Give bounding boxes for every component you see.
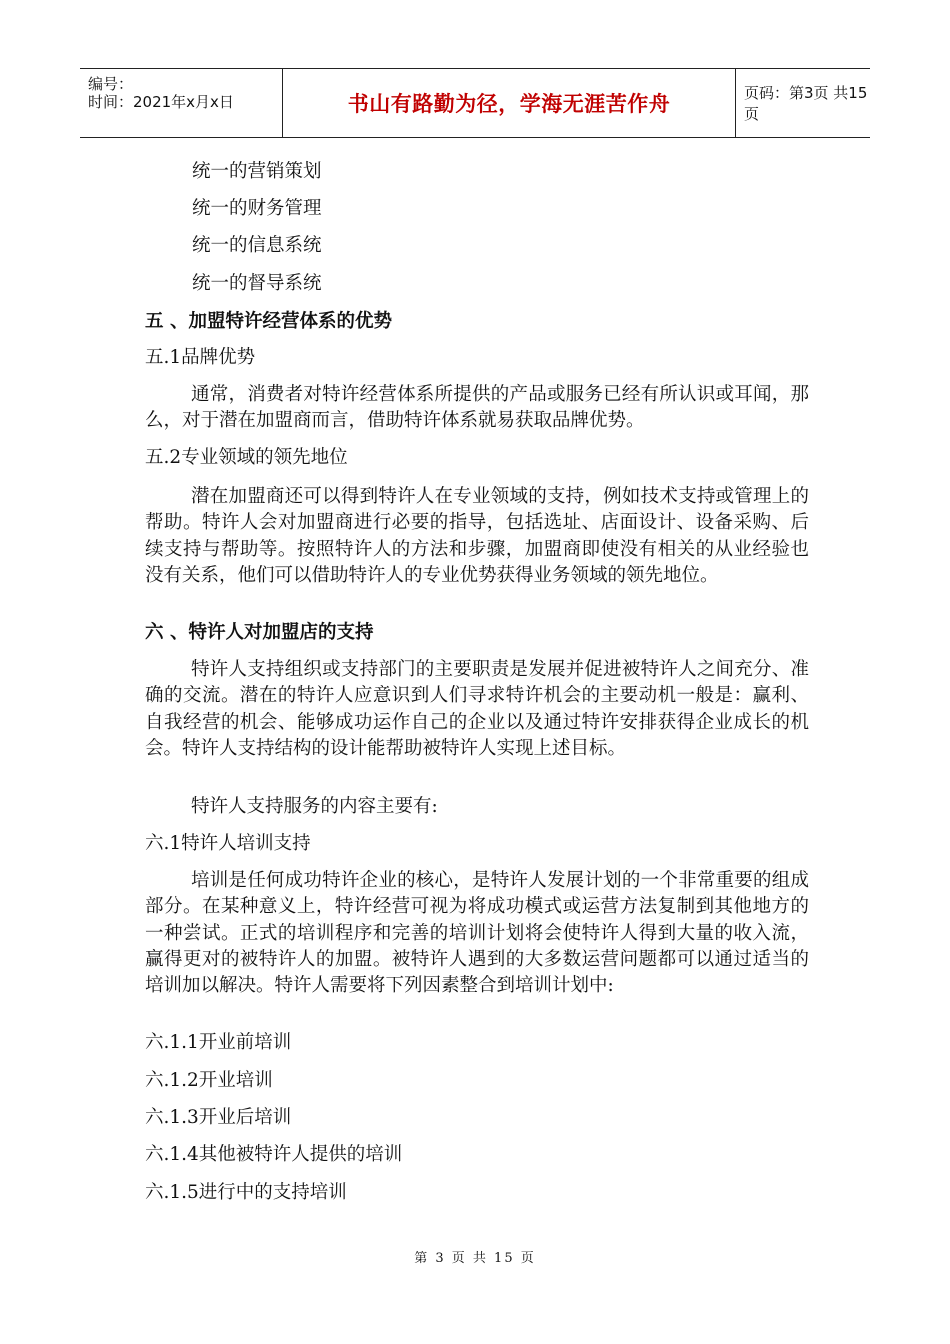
paragraph: 潜在加盟商还可以得到特许人在专业领域的支持，例如技术支持或管理上的帮助。特许人会对加盟商进行必要的指导，包括选址、店面设计、设备采购、后续支持与帮助等。按照特许人的方法和步骤，加盟商即使没有相关的从业经验也没有关系，他们可以借助特许人的专业优势获得业务领域的领先地位。 <box>145 486 809 586</box>
paragraph: 培训是任何成功特许企业的核心，是特许人发展计划的一个非常重要的组成部分。在某种意义上，特许经营可视为将成功模式或运营方法复制到其他地方的一种尝试。正式的培训程序和完善的培训计划将会使特许人得到大量的收入流，赢得更对的被特许人的加盟。被特许人遇到的大多数运营问题都可以通过适当的培训加以解决。特许人需要将下列因素整合到培训计划中: <box>145 870 809 997</box>
sub-item: 六.1.4其他被特许人提供的培训 <box>145 1144 403 1165</box>
header-motto-cell <box>282 69 736 137</box>
page-footer: 第 3 页 共 15 页 <box>414 1251 536 1266</box>
subsection-heading: 五.1品牌优势 <box>145 347 256 368</box>
list-item: 统一的信息系统 <box>192 235 322 256</box>
sub-item: 六.1.2开业培训 <box>145 1070 273 1091</box>
sub-item: 六.1.5进行中的支持培训 <box>145 1182 347 1203</box>
header-page-label: 页码：第3页 共15页 <box>744 84 868 123</box>
paragraph: 通常，消费者对特许经营体系所提供的产品或服务已经有所认识或耳闻，那么，对于潜在加盟商而言，借助特许体系就易获取品牌优势。 <box>145 384 809 432</box>
sub-item: 六.1.1开业前培训 <box>145 1032 292 1053</box>
section-heading: 六 、特许人对加盟店的支持 <box>145 622 374 643</box>
list-item: 统一的财务管理 <box>192 198 322 219</box>
sub-item: 六.1.3开业后培训 <box>145 1107 292 1128</box>
subsection-heading: 六.1特许人培训支持 <box>145 833 311 854</box>
paragraph: 特许人支持服务的内容主要有: <box>191 796 438 817</box>
page-header <box>80 68 870 138</box>
document-time-label: 时间：2021年x月x日 <box>88 93 234 111</box>
header-meta-cell <box>80 69 282 137</box>
paragraph: 特许人支持组织或支持部门的主要职责是发展并促进被特许人之间充分、准确的交流。潜在的特许人应意识到人们寻求特许机会的主要动机一般是：赢利、自我经营的机会、能够成功运作自己的企业以及通过特许安排获得企业成长的机会。特许人支持结构的设计能帮助被特许人实现上述目标。 <box>145 659 809 759</box>
list-item: 统一的督导系统 <box>192 273 322 294</box>
list-item: 统一的营销策划 <box>192 161 322 182</box>
header-page-cell <box>735 69 879 137</box>
document-number-label: 编号： <box>88 75 134 93</box>
subsection-heading: 五.2专业领域的领先地位 <box>145 447 348 468</box>
section-heading: 五 、加盟特许经营体系的优势 <box>145 311 392 332</box>
motto-text: 书山有路勤为径，学海无涯苦作舟 <box>347 92 671 116</box>
